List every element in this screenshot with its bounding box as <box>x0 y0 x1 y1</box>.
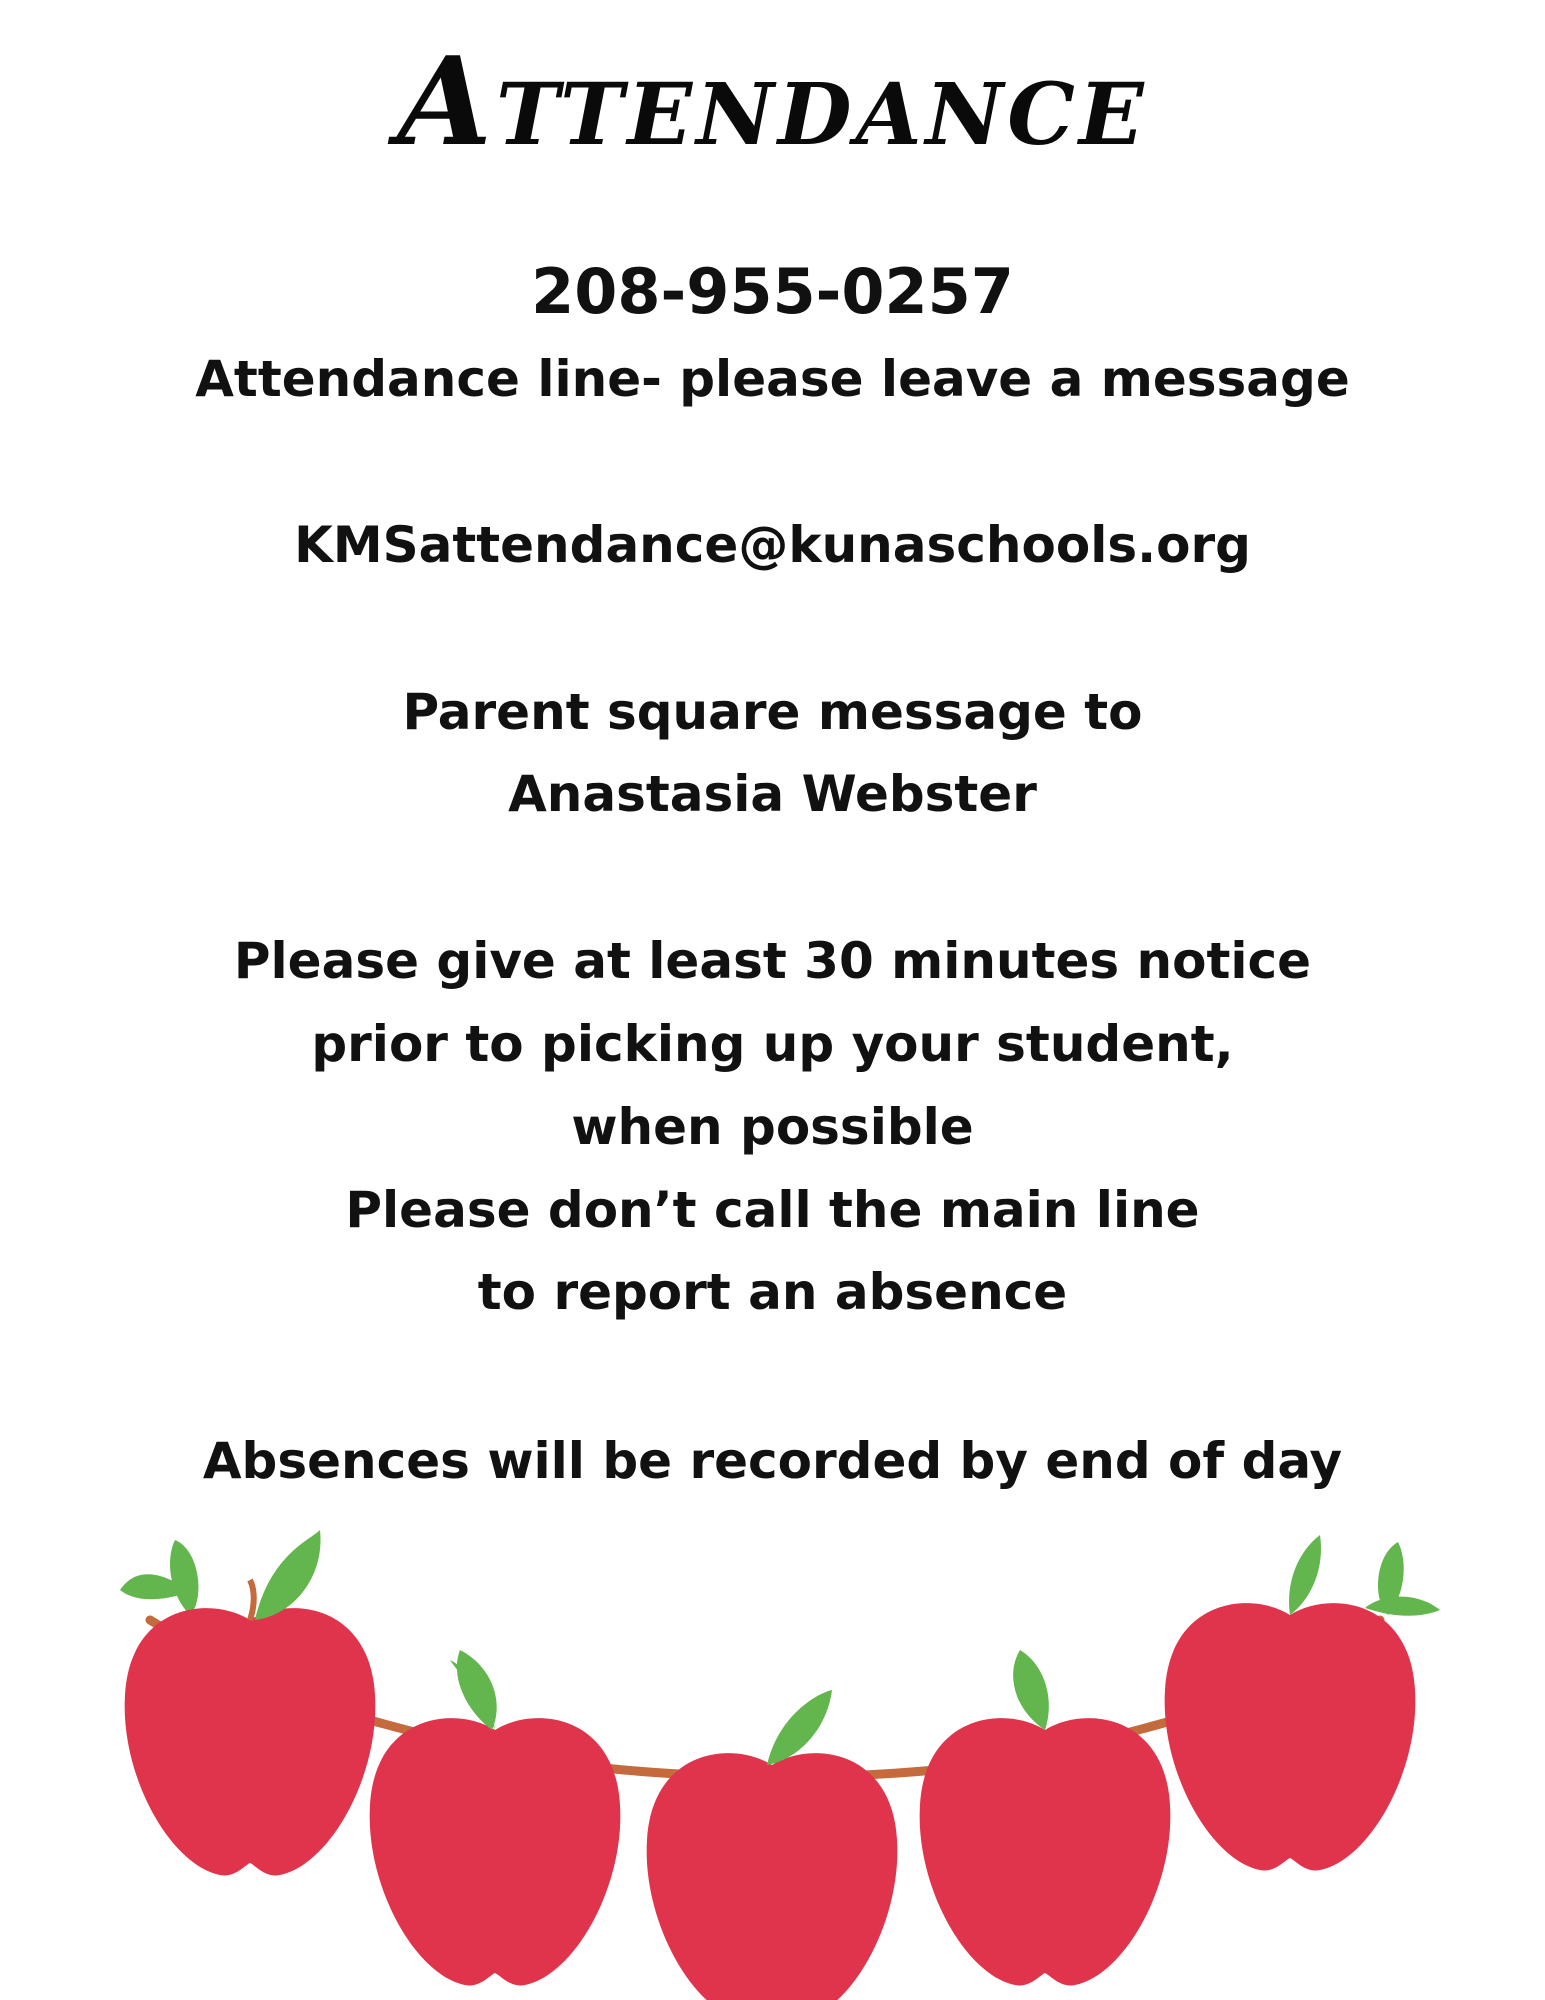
leaf-icon <box>170 1540 198 1615</box>
notice-line-5: to report an absence <box>477 1263 1068 1321</box>
notice-line-2: prior to picking up your student, <box>311 1015 1234 1073</box>
parent-square-line-2: Anastasia Webster <box>508 765 1037 823</box>
apple-icon <box>370 1650 621 1985</box>
notice-line-4: Please don’t call the main line <box>345 1181 1200 1239</box>
notice-line-1: Please give at least 30 minutes notice <box>233 932 1312 990</box>
leaf-icon <box>1365 1597 1440 1616</box>
attendance-phone: 208-955-0257 <box>531 255 1014 328</box>
notice-line-3: when possible <box>571 1098 974 1156</box>
parent-square-line-1: Parent square message to <box>402 683 1143 741</box>
footer-note: Absences will be recorded by end of day <box>202 1432 1343 1490</box>
phone-note: Attendance line- please leave a message <box>195 350 1350 408</box>
apple-icon <box>920 1650 1171 1985</box>
apple-icon <box>1165 1535 1416 1870</box>
apple-garland <box>0 1520 1545 2000</box>
apple-icon <box>647 1690 898 2000</box>
attendance-email: KMSattendance@kunaschools.org <box>294 516 1251 574</box>
page-title: Attendance <box>397 29 1148 173</box>
